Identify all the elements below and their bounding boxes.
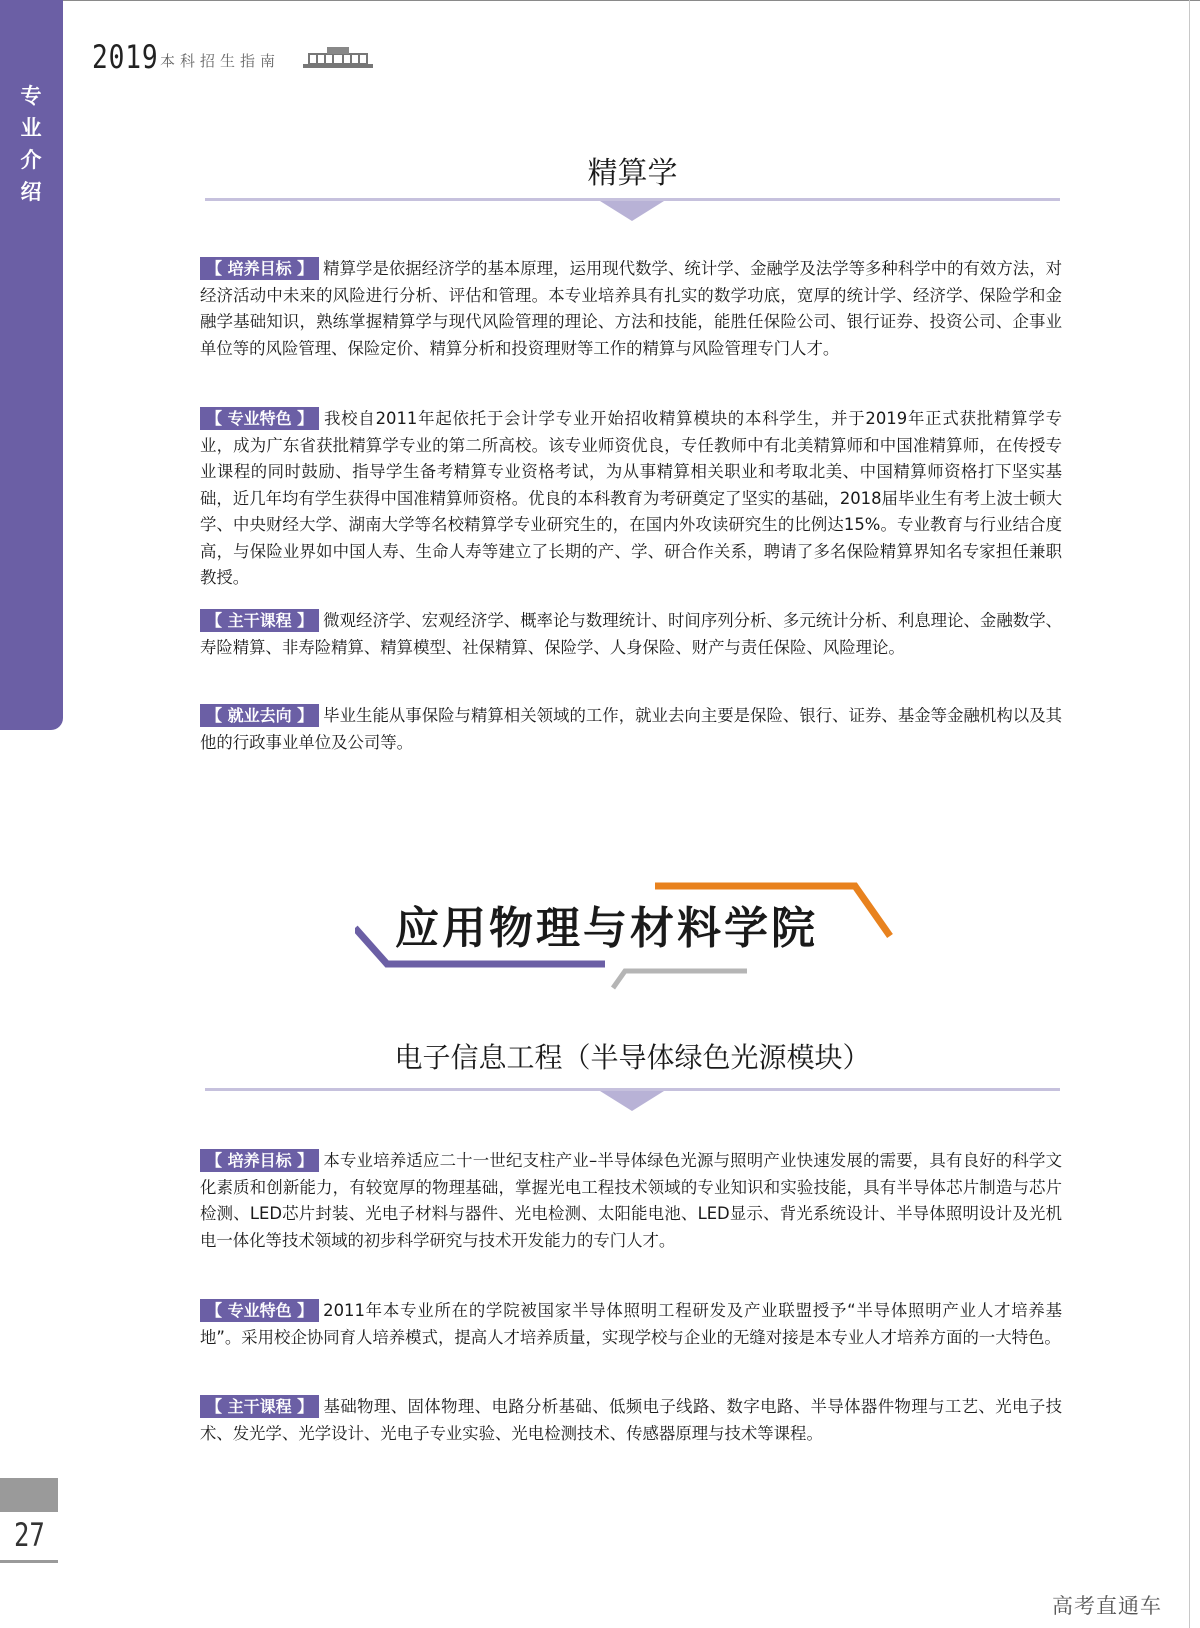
header-year: 2019 (92, 38, 159, 76)
s1-paragraph-feature (200, 406, 1062, 592)
paragraph-text: 微观经济学、宏观经济学、概率论与数理统计、时间序列分析、多元统计分析、利息理论、金融数学、寿险精算、非寿险精算、精算模型、社保精算、保险学、人身保险、财产与责任保险、风险理论。 (200, 611, 1062, 657)
s2-paragraph-goal (200, 1148, 1062, 1254)
section1-triangle (600, 201, 664, 221)
side-tab (0, 0, 63, 730)
s2-paragraph-courses (200, 1394, 1062, 1447)
s2-paragraph-feature (200, 1298, 1062, 1351)
tag-label: 【 培养目标 】 (200, 1149, 319, 1172)
paragraph-text: 基础物理、固体物理、电路分析基础、低频电子线路、数字电路、半导体器件物理与工艺、光电子技术、发光学、光学设计、光电子专业实验、光电检测技术、传感器原理与技术等课程。 (200, 1397, 1062, 1443)
s1-paragraph-goal (200, 256, 1062, 362)
section2-title: 电子信息工程（半导体绿色光源模块） (394, 1041, 871, 1074)
header-title: 本科招生指南 (160, 52, 281, 70)
paragraph-text: 2011年本专业所在的学院被国家半导体照明工程研发及产业联盟授予“半导体照明产业人才培养基地”。采用校企协同育人培养模式，提高人才培养质量，实现学校与企业的无缝对接是本专业人才培养方面的一大特色。 (200, 1301, 1062, 1347)
tag-label: 【 专业特色 】 (200, 1299, 319, 1322)
section1-title: 精算学 (587, 156, 678, 191)
page-number: 27 (14, 1516, 45, 1554)
side-tab-label: 专业介绍 (20, 84, 42, 204)
tag-label: 【 主干课程 】 (200, 1395, 319, 1418)
paragraph-text: 精算学是依据经济学的基本原理，运用现代数学、统计学、金融学及法学等多种科学中的有效方法，对经济活动中未来的风险进行分析、评估和管理。本专业培养具有扎实的数学功底，宽厚的统计学、经济学、保险学和金融学基础知识，熟练掌握精算学与现代风险管理的理论、方法和技能，能胜任保险公司、银行证券、投资公司、企事业单位等的风险管理、保险定价、精算分析和投资理财等工作的精算与风险管理专门人才。 (200, 259, 1062, 358)
tag-label: 【 就业去向 】 (200, 704, 319, 727)
s1-paragraph-courses (200, 608, 1062, 661)
tag-label: 【 培养目标 】 (200, 257, 319, 280)
building-icon (303, 44, 373, 70)
page-number-underline (0, 1560, 58, 1563)
watermark: 高考直通车 (1052, 1594, 1162, 1618)
tag-label: 【 专业特色 】 (200, 407, 319, 430)
tag-label: 【 主干课程 】 (200, 609, 319, 632)
section2-triangle (600, 1091, 664, 1111)
page-number-bar (0, 1478, 58, 1512)
paragraph-text: 本专业培养适应二十一世纪支柱产业–半导体绿色光源与照明产业快速发展的需要，具有良好的科学文化素质和创新能力，有较宽厚的物理基础，掌握光电工程技术领域的专业知识和实验技能，具有半导体芯片制造与芯片检测、LED芯片封装、光电子材料与器件、光电检测、太阳能电池、LED显示、背光系统设计、半导体照明设计及光机电一体化等技术领域的初步科学研究与技术开发能力的专门人才。 (200, 1151, 1062, 1250)
paragraph-text: 毕业生能从事保险与精算相关领域的工作，就业去向主要是保险、银行、证券、基金等金融机构以及其他的行政事业单位及公司等。 (200, 706, 1062, 752)
right-border (1189, 0, 1190, 1628)
top-border (0, 0, 1200, 1)
s1-paragraph-career (200, 703, 1062, 756)
paragraph-text: 我校自2011年起依托于会计学专业开始招收精算模块的本科学生，并于2019年正式获批精算学专业，成为广东省获批精算学专业的第二所高校。该专业师资优良，专任教师中有北美精算师和中国准精算师，在传授专业课程的同时鼓励、指导学生备考精算专业资格考试，为从事精算相关职业和考取北美、中国精算师资格打下坚实基础，近几年均有学生获得中国准精算师资格。优良的本科教育为考研奠定了坚实的基础，2018届毕业生有考上波士顿大学、中央财经大学、湖南大学等名校精算学专业研究生的，在国内外攻读研究生的比例达15%。专业教育与行业结合度高，与保险业界如中国人寿、生命人寿等建立了长期的产、学、研合作关系，聘请了多名保险精算界知名专家担任兼职教授。 (200, 409, 1062, 587)
college-name: 应用物理与材料学院 (395, 903, 818, 954)
